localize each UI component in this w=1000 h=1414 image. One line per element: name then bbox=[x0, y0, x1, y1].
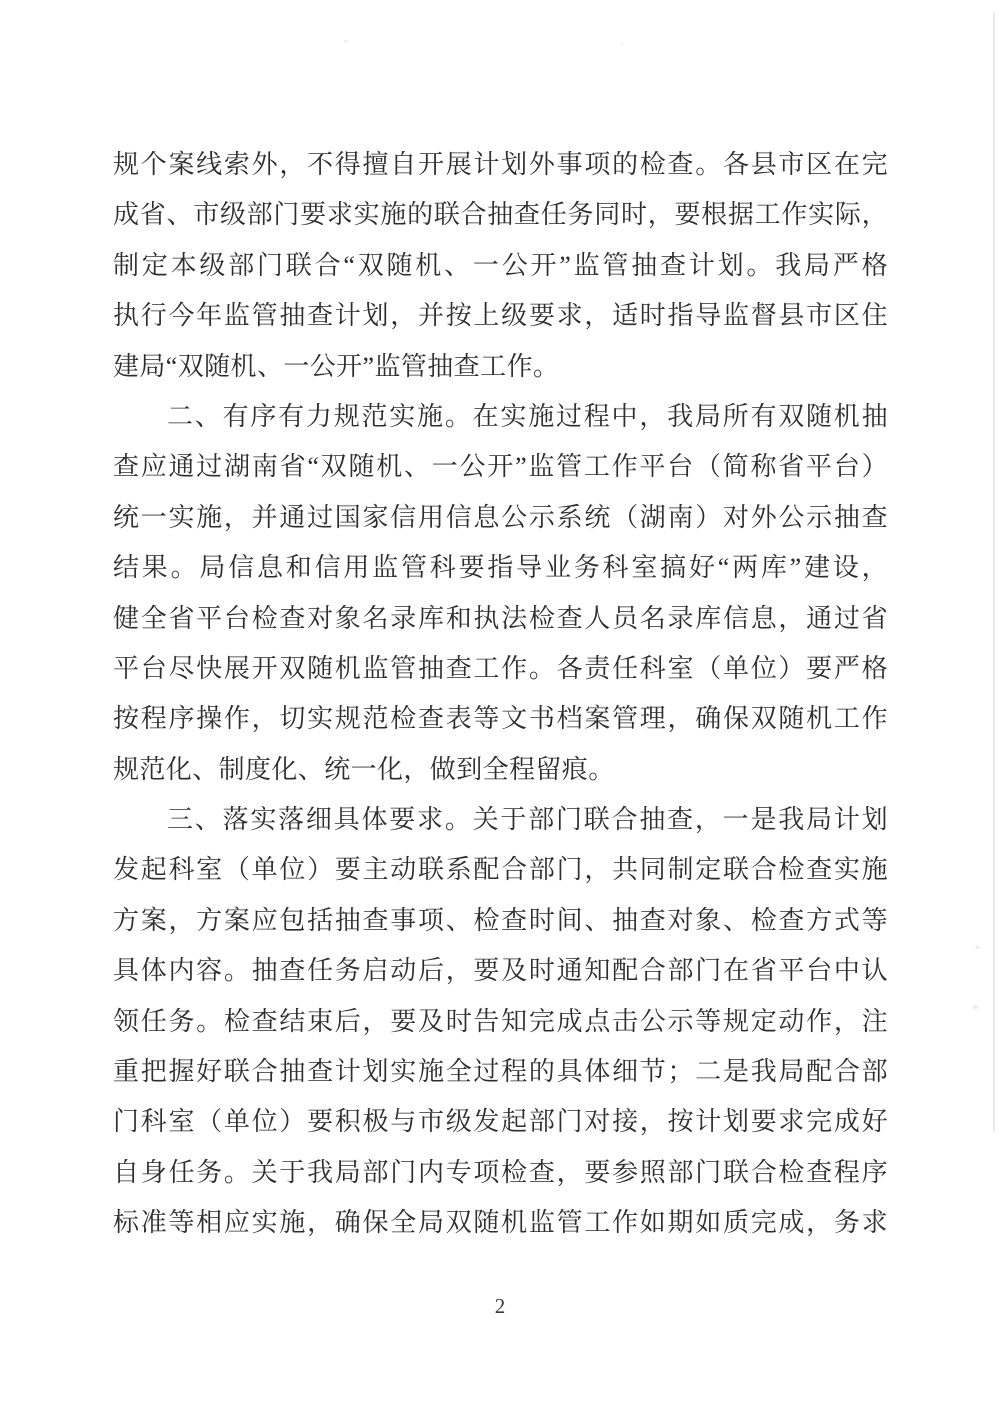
text-line: 自身任务。关于我局部门内专项检查，要参照部门联合检查程序 bbox=[113, 1157, 888, 1187]
text-line: 结果。局信息和信用监管科要指导业务科室搞好“两库”建设， bbox=[113, 553, 888, 583]
text-line: 健全省平台检查对象名录库和执法检查人员名录库信息，通过省 bbox=[113, 603, 888, 633]
text-line: 标准等相应实施，确保全局双随机监管工作如期如质完成，务求 bbox=[113, 1208, 888, 1238]
text-line: 具体内容。抽查任务启动后，要及时通知配合部门在省平台中认 bbox=[113, 956, 888, 986]
text-line: 制定本级部门联合“双随机、一公开”监管抽查计划。我局严格 bbox=[113, 250, 888, 280]
text-line: 门科室（单位）要积极与市级发起部门对接，按计划要求完成好 bbox=[113, 1107, 888, 1137]
document-body bbox=[113, 140, 888, 1249]
text-line-paragraph-start: 二、有序有力规范实施。在实施过程中，我局所有双随机抽 bbox=[167, 401, 888, 431]
scan-artifact-speck bbox=[975, 946, 980, 949]
text-line: 平台尽快展开双随机监管抽查工作。各责任科室（单位）要严格 bbox=[113, 653, 888, 683]
scan-artifact-speck bbox=[973, 1005, 978, 1009]
text-line: 建局“双随机、一公开”监管抽查工作。 bbox=[113, 351, 560, 381]
text-line: 规个案线索外，不得擅自开展计划外事项的检查。各县市区在完 bbox=[113, 150, 888, 179]
text-line: 领任务。检查结束后，要及时告知完成点击公示等规定动作，注 bbox=[113, 1006, 888, 1036]
text-line: 发起科室（单位）要主动联系配合部门，共同制定联合检查实施 bbox=[113, 855, 888, 885]
text-line: 执行今年监管抽查计划，并按上级要求，适时指导监督县市区住 bbox=[113, 301, 888, 331]
scan-artifact-speck bbox=[344, 40, 348, 43]
text-line: 查应通过湖南省“双随机、一公开”监管工作平台（简称省平台） bbox=[113, 452, 888, 482]
scan-artifact-edge-line bbox=[993, 12, 995, 1132]
text-line-paragraph-start: 三、落实落细具体要求。关于部门联合抽查，一是我局计划 bbox=[167, 805, 888, 835]
text-line: 规范化、制度化、统一化，做到全程留痕。 bbox=[113, 754, 615, 784]
scan-artifact-speck bbox=[620, 42, 623, 45]
text-line: 按程序操作，切实规范检查表等文书档案管理，确保双随机工作 bbox=[113, 704, 888, 734]
text-line: 统一实施，并通过国家信用信息公示系统（湖南）对外公示抽查 bbox=[113, 502, 888, 532]
page-number: 2 bbox=[494, 1294, 506, 1318]
text-line: 方案，方案应包括抽查事项、检查时间、抽查对象、检查方式等 bbox=[113, 905, 888, 935]
text-line: 重把握好联合抽查计划实施全过程的具体细节；二是我局配合部 bbox=[113, 1057, 888, 1087]
text-line: 成省、市级部门要求实施的联合抽查任务同时，要根据工作实际， bbox=[113, 200, 888, 230]
